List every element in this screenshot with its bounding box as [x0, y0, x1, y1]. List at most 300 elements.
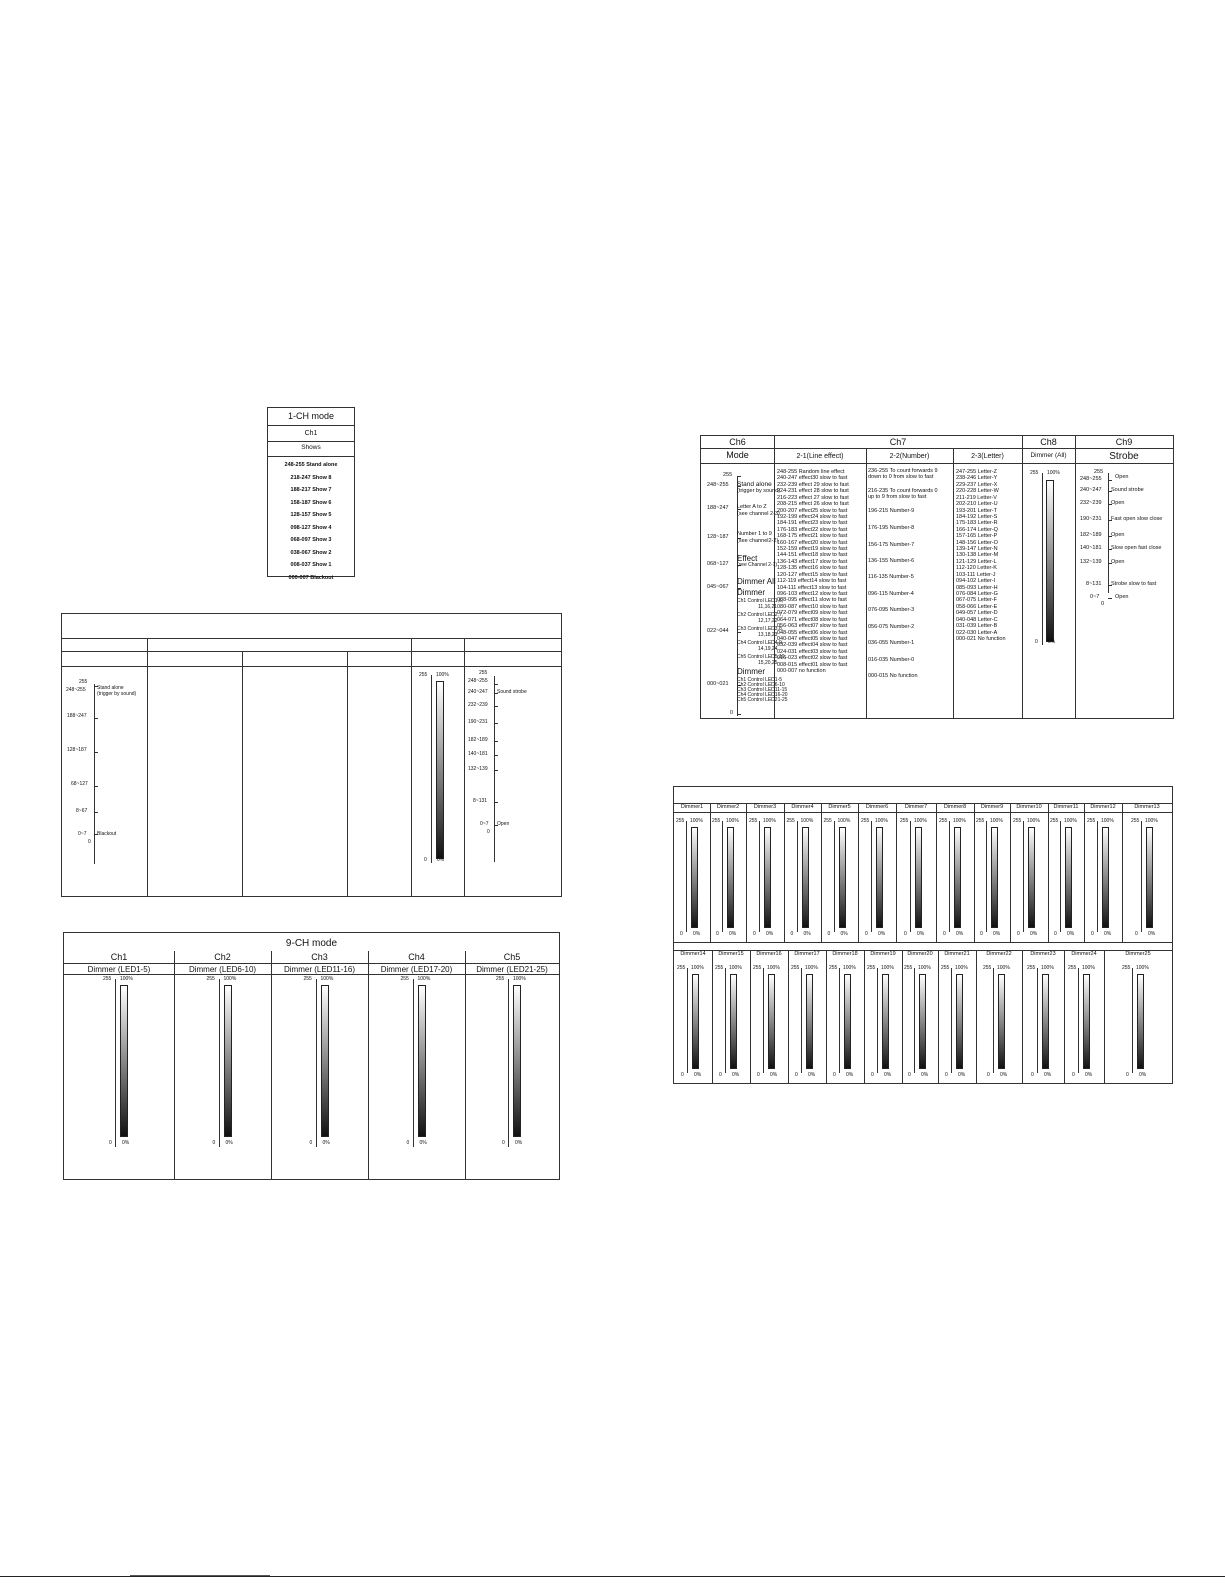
dimmer-bot-pct: 0%: [1148, 931, 1156, 937]
mode-label-number: Number 1 to 9: [737, 531, 772, 537]
number-item: 236-255 To count forwards 9: [868, 468, 938, 474]
dimmer-header: Dimmer20: [907, 951, 933, 957]
dimmer-top-pct: 100%: [729, 965, 742, 971]
dimmer-divider: [1022, 950, 1023, 1083]
dimmer-top-value: 255: [753, 965, 762, 971]
dimmer-bar: [1083, 974, 1090, 1069]
dimmer-top-value: 255: [939, 818, 948, 824]
number-item: 116-135 Number-5: [868, 574, 914, 580]
mode-label-c3b: 13,18,23: [758, 632, 778, 638]
fader-scale: [219, 979, 220, 1147]
mode-label-c4b: 14,19,24: [758, 646, 778, 652]
strobe-label: Open: [1111, 532, 1125, 538]
dimmer-header: Dimmer18: [832, 951, 858, 957]
dimmer-bar: [1137, 974, 1144, 1069]
dimmer-bot-value: 0: [719, 1072, 722, 1078]
fader-top-value: 255: [303, 976, 312, 982]
dimmer-top-pct: 100%: [875, 818, 888, 824]
fader-bot-pct: 0%: [225, 1140, 233, 1146]
number-item: up to 9 from slow to fast: [868, 494, 927, 500]
fader-bot-pct: 0%: [419, 1140, 427, 1146]
dimmer-bot-value: 0: [1091, 931, 1094, 937]
dimmer-divider: [826, 950, 827, 1083]
dimmer-scale: [1023, 821, 1024, 932]
number-item: 096-115 Number-4: [868, 591, 914, 597]
mode-label-c4: Ch4 Control LED4,9,: [737, 640, 784, 646]
mode-tick: 000~021: [707, 681, 729, 687]
dimmer-top-pct: 100%: [1064, 818, 1077, 824]
dimmer-header: Dimmer22: [986, 951, 1012, 957]
dimmer-top-value: 255: [983, 965, 992, 971]
dimmer-scale: [759, 821, 760, 932]
number-item: 196-215 Number-9: [868, 508, 915, 514]
dimmer-bot-value: 0: [795, 1072, 798, 1078]
dimmer-top-value: 255: [715, 965, 724, 971]
dimmer-bot-pct: 0%: [766, 931, 774, 937]
dimmer-divider: [938, 950, 939, 1083]
dimmer-divider: [974, 803, 975, 942]
dimmer-divider: [746, 803, 747, 942]
dimmer-bot-value: 0: [716, 931, 719, 937]
dimmer-bar: [806, 974, 813, 1069]
dimall-bot-pct: 0%: [1048, 639, 1056, 645]
dimmer-bot-value: 0: [1126, 1072, 1129, 1078]
fader-bot-value: 0: [502, 1140, 505, 1146]
fader-bar: [224, 985, 232, 1137]
range-item: 218-247 Show 8: [290, 474, 332, 481]
dimmer-bot-value: 0: [1017, 931, 1020, 937]
mode-label-stand-alone: Stand alone: [97, 685, 124, 691]
strobe-tick-0-7: 0~7: [480, 821, 489, 827]
strobe-tick: 132~139: [1080, 559, 1102, 565]
dimmer-top-value: 255: [861, 818, 870, 824]
strobe-tick: 255: [1094, 469, 1104, 475]
channel-header: Ch5: [503, 952, 521, 962]
dimmer-top-pct: 100%: [1136, 965, 1149, 971]
strobe-label: Sound strobe: [1111, 487, 1144, 493]
dimmer-bot-value: 0: [1135, 931, 1138, 937]
strobe-label: Open: [1111, 559, 1125, 565]
fader-bot-pct: 0%: [122, 1140, 130, 1146]
dimmer-top-pct: 100%: [881, 965, 894, 971]
dimmer-bar: [764, 827, 771, 928]
channel-dimmer-label: Dimmer (LED1-5): [87, 965, 151, 974]
strobe-tick-mark: [1108, 598, 1112, 599]
dimmer-bot-pct: 0%: [1104, 931, 1112, 937]
dimmer-scale: [687, 968, 688, 1073]
dimmer-scale: [914, 968, 915, 1073]
mode-tick: 128~187: [707, 534, 729, 540]
strobe-tick-8: 8~131: [473, 798, 488, 804]
number-item: 000-015 No function: [868, 673, 918, 679]
mode-label-dimall: Dimmer All: [737, 577, 776, 586]
fader-top-pct: 100%: [417, 976, 431, 982]
mode-tick: 045~067: [707, 584, 729, 590]
fader-top-pct: 100%: [320, 976, 334, 982]
dimmer-bot-value: 0: [980, 931, 983, 937]
row-divider: [64, 963, 559, 964]
dimmer-divider: [864, 950, 865, 1083]
strobe-tick-232: 232~239: [468, 702, 488, 708]
mode-label-blackout: Blackout: [97, 831, 117, 837]
dimmer-top-value: 255: [900, 818, 909, 824]
dimmer-top-value: 255: [976, 818, 985, 824]
number-item: 036-055 Number-1: [868, 640, 915, 646]
number-item: 176-195 Number-8: [868, 525, 915, 531]
dimmer-top-pct: 100%: [997, 965, 1010, 971]
dimmer-bar: [730, 974, 737, 1069]
dimmer-bot-value: 0: [943, 931, 946, 937]
mode-tick: 068~127: [707, 561, 729, 567]
channel-dimmer-label: Dimmer (LED11-16): [284, 965, 355, 974]
dimmer-divider: [712, 950, 713, 1083]
dimmer-scale: [1132, 968, 1133, 1073]
mode-label-dimmer2: Dimmer: [737, 667, 765, 676]
mode-tick: 0: [730, 710, 734, 716]
dimall-top: 255: [1030, 470, 1039, 476]
strobe-tick: 140~181: [1080, 545, 1102, 551]
fader-bot-value: 0: [212, 1140, 216, 1146]
strobe-tick: 0: [1101, 601, 1105, 607]
footer-rule: [0, 1576, 1225, 1577]
strobe-tick-182: 182~189: [468, 737, 488, 743]
strobe-label: Open: [1115, 474, 1129, 480]
dimmer-header: Dimmer9: [980, 804, 1004, 810]
dimmer-bar: [727, 827, 734, 928]
mode-tick-128: 128~187: [67, 747, 87, 753]
mode-tick-mark: [737, 714, 741, 715]
mode-label-trig: (trigger by sound): [737, 488, 781, 494]
dimmer-header: Dimmer11: [1053, 804, 1079, 810]
channel-header: Ch1: [110, 952, 128, 962]
dimmer-bot-value: 0: [680, 931, 683, 937]
dimmer-top-pct: 100%: [1101, 818, 1114, 824]
dimmer-divider: [896, 803, 897, 942]
fader-bot-pct: 0%: [515, 1140, 523, 1146]
mode-label-effect: Effect: [737, 554, 758, 563]
dimmer-bot-value: 0: [865, 931, 868, 937]
dimmer-bar: [915, 827, 922, 928]
strobe-tick: 182~189: [1080, 532, 1102, 538]
dimmer-divider: [902, 950, 903, 1083]
dimmer-bot-pct: 0%: [884, 1072, 892, 1078]
channel-header: Ch3: [311, 952, 328, 962]
strobe-label: Open: [1111, 500, 1125, 506]
dimmer-top-pct: 100%: [690, 818, 703, 824]
dimmer-header: Dimmer3: [753, 804, 777, 810]
strobe-tick: 248~255: [1080, 476, 1102, 482]
dimmer-bot-pct: 0%: [729, 931, 737, 937]
fader-scale: [115, 979, 116, 1147]
fader-bot-pct: 0%: [322, 1140, 330, 1146]
dimmer-header: Dimmer13: [1134, 804, 1160, 810]
dimmer-bar: [691, 827, 698, 928]
blank-table-panel: [61, 613, 562, 897]
mode-tick: 188~247: [707, 505, 729, 511]
number-item: down to 0 from slow to fast: [868, 474, 934, 480]
dimmer-header: Dimmer2: [716, 804, 740, 810]
dimmer-bar: [998, 974, 1005, 1069]
ch1-mode-title: 1-CH mode: [287, 411, 334, 421]
dimmer-header: Dimmer16: [756, 951, 782, 957]
fader-scale: [413, 979, 414, 1147]
dimmer-bar: [991, 827, 998, 928]
dimmer-divider: [1064, 950, 1065, 1083]
dimmer-bot-value: 0: [945, 1072, 948, 1078]
dimmer-bot-value: 0: [827, 931, 831, 937]
dimmer-bar: [882, 974, 889, 1069]
range-item: 098-127 Show 4: [290, 524, 332, 531]
dimmer-scale: [725, 968, 726, 1073]
dimmer-bar: [1146, 827, 1153, 928]
fader-scale: [508, 979, 509, 1147]
dimmer-top-pct: 100%: [1027, 818, 1040, 824]
dimmer-header: Dimmer21: [944, 951, 970, 957]
dimmer-bar: [956, 974, 963, 1069]
channel-table-6-9: [700, 435, 1174, 719]
mode-label-d3: Ch3 Control LED11-15: [737, 687, 788, 693]
dimmer-bot-pct: 0%: [693, 931, 701, 937]
range-item: 068-097 Show 3: [290, 537, 332, 543]
fader-scale: [316, 979, 317, 1147]
dimmer-bar: [1065, 827, 1072, 928]
dimmer-bot-value: 0: [904, 931, 907, 937]
dimmer-header: Dimmer17: [794, 951, 820, 957]
dimmer-top-value: 255: [791, 965, 800, 971]
dimmer-bar: [768, 974, 775, 1069]
range-item: 008-037 Show 1: [290, 562, 332, 568]
dimmer-scale: [834, 821, 835, 932]
dimmer-scale: [722, 821, 723, 932]
dimmer-bot-pct: 0%: [846, 1072, 854, 1078]
dimmer-top-value: 255: [1027, 965, 1036, 971]
mode-tick-8: 8~67: [76, 808, 88, 814]
strobe-tick-132: 132~139: [468, 766, 488, 772]
dimmer-divider: [858, 803, 859, 942]
dimmer-scale: [1097, 821, 1098, 932]
dimmer-top-value: 255: [1068, 965, 1077, 971]
dimmer-scale: [1078, 968, 1079, 1073]
mode-label-c5b: 15,20,25: [758, 660, 778, 666]
strobe-tick: 240~247: [1080, 487, 1102, 493]
header-ch7: Ch7: [889, 437, 907, 447]
dimmer-scale: [910, 821, 911, 932]
mode-tick-0-7: 0~7: [78, 831, 87, 837]
mode-tick-188: 188~247: [67, 713, 87, 719]
dimmer-top-pct: 100%: [955, 965, 968, 971]
dimmer-bot-pct: 0%: [1139, 1072, 1147, 1078]
mode-tick-248: 248~255: [66, 687, 86, 693]
dimmer-top-value: 255: [712, 818, 721, 824]
dimmer-scale: [951, 968, 952, 1073]
number-item: 016-035 Number-0: [868, 657, 915, 663]
mode-label-effect_see: (see Channel 2-1): [737, 562, 778, 568]
channel-dimmer-label: Dimmer (LED6-10): [188, 965, 257, 974]
blank-dimmer-bot: 0: [424, 857, 427, 863]
dimmer-header: Dimmer24: [1071, 951, 1097, 957]
dimmer-bot-pct: 0%: [921, 1072, 929, 1078]
dimmer-divider: [1084, 803, 1085, 942]
blank-dimmer-top: 255: [419, 672, 428, 678]
dimmer-header: Dimmer10: [1016, 804, 1042, 810]
dimmer-header: Dimmer1: [680, 804, 704, 810]
dimmer-header: Dimmer25: [1125, 951, 1151, 957]
dimmer-scale: [877, 968, 878, 1073]
fader-top-pct: 100%: [513, 976, 526, 982]
dimmer-divider: [788, 950, 789, 1083]
dimmer-top-pct: 100%: [691, 965, 704, 971]
dimmer-bot-pct: 0%: [956, 931, 964, 937]
mode-tick-mark: [737, 476, 741, 477]
mode-tick: 022~044: [707, 628, 729, 634]
dimmer-bot-pct: 0%: [694, 1072, 702, 1078]
strobe-tick: 190~231: [1080, 516, 1102, 522]
dimmer-scale: [949, 821, 950, 932]
dimmer-top-pct: 100%: [1145, 818, 1158, 824]
fader-bar: [418, 985, 426, 1137]
column-divider: [271, 951, 272, 1179]
dimmer-bot-pct: 0%: [840, 931, 848, 937]
dimmer-top-value: 255: [1013, 818, 1022, 824]
fader-top-value: 255: [496, 976, 505, 982]
mode-label-c2b: 12,17,22: [758, 618, 778, 624]
dimmer-header: Dimmer23: [1030, 951, 1056, 957]
strobe-tick: 8~131: [1086, 581, 1102, 587]
sub-dimmer-all: Dimmer (All): [1030, 452, 1067, 459]
dimmer-top-pct: 100%: [843, 965, 856, 971]
dimmer-bot-pct: 0%: [958, 1072, 966, 1078]
fader-bar: [321, 985, 329, 1137]
dimmer-scale: [1037, 968, 1038, 1073]
mode-tick-mark: [737, 632, 741, 633]
dimmer-bar: [1102, 827, 1109, 928]
fader-top-value: 255: [400, 976, 409, 982]
dimmer-bar: [1028, 827, 1035, 928]
dimmer-bot-pct: 0%: [1000, 1072, 1008, 1078]
strobe-tick-248: 248~255: [468, 678, 488, 684]
blank-dimmer-bot-pct: 0%: [437, 857, 445, 863]
dimmer-bot-pct: 0%: [1044, 1072, 1052, 1078]
dimmer-divider: [750, 950, 751, 1083]
dimmer-divider: [710, 803, 711, 942]
fader-top-value: 255: [103, 976, 112, 982]
dimmer-top-value: 255: [1131, 818, 1140, 824]
dimmer-bot-value: 0: [753, 931, 756, 937]
dimmer-bot-value: 0: [1054, 931, 1057, 937]
dimmer-top-pct: 100%: [837, 818, 851, 824]
dimmer-bot-pct: 0%: [1085, 1072, 1093, 1078]
dimmer-bar: [802, 827, 809, 928]
fader-top-pct: 100%: [120, 976, 133, 982]
header-ch9: Ch9: [1115, 437, 1133, 447]
header-ch6: Ch6: [729, 437, 746, 447]
ch1-mode-channel: Ch1: [304, 430, 318, 437]
dimmer-divider: [821, 803, 822, 942]
ch1-mode-function: Shows: [301, 444, 321, 451]
fader-bot-value: 0: [109, 1140, 112, 1146]
dimmer-bot-value: 0: [1031, 1072, 1034, 1078]
strobe-tick-mark: [1108, 480, 1112, 481]
dimmer-scale: [686, 821, 687, 932]
mode-label-c1b: 11,16,21: [758, 604, 778, 610]
letter-list: 247-255 Letter-Z 238-246 Letter-Y 229-237 Letter-X 220-228 Letter-W 211-219 Letter-V 202-210 Letter-U 193-201 Letter-T 184-192 Letter-S 175-183 Letter-R 166-174 Letter-Q 157-165 Letter-P 148-156 Letter-O 139-147 Letter-N 130-138 Letter-M 121-129 Letter-L 112-120 Letter-K 103-111 Letter-J 094-102 Letter-I 085-093 Letter-H 076-084 Letter-G 067-075 Letter-F 058-066 Letter-E 049-057 Letter-D 040-048 Letter-C 031-039 Letter-B 022-030 Letter-A 000-021 No function: [956, 469, 1006, 642]
dimmer-bot-value: 0: [871, 1072, 874, 1078]
dimmer-divider: [976, 950, 977, 1083]
strobe-label-sound: Sound strobe: [497, 689, 527, 695]
channel-dimmer-label: Dimmer (LED17-20): [380, 965, 453, 974]
dimmer-top-value: 255: [786, 818, 795, 824]
dimmer-bot-pct: 0%: [1030, 931, 1038, 937]
footer-link-underline: [130, 1575, 270, 1576]
dimmer-header: Dimmer12: [1090, 804, 1116, 810]
number-item: 216-235 To count forwards 0: [868, 488, 938, 494]
dimmer-header: Dimmer5: [828, 804, 851, 810]
mode-label-letter_see: (see channel 2-3): [737, 511, 780, 517]
sub-number: 2-2(Number): [889, 453, 930, 460]
ch9-mode-panel: [63, 932, 560, 1180]
mode-label-stand: Stand alone: [737, 481, 772, 488]
dimall-top-pct: 100%: [1047, 470, 1060, 476]
mode-tick-255: 255: [79, 679, 88, 685]
dimmer-header: Dimmer7: [904, 804, 928, 810]
dimmer-divider: [1010, 803, 1011, 942]
dimmer-header: Dimmer15: [718, 951, 744, 957]
dimmer-divider: [784, 803, 785, 942]
dimmer-top-value: 255: [677, 965, 686, 971]
strobe-label: Strobe slow to fast: [1111, 581, 1157, 587]
strobe-label-open: Open: [497, 821, 510, 827]
range-item: 128-157 Show 5: [290, 512, 332, 518]
dimmer-top-pct: 100%: [726, 818, 739, 824]
dimmer-bot-pct: 0%: [993, 931, 1001, 937]
dimmer-scale: [763, 968, 764, 1073]
mode-tick: 248~255: [707, 482, 729, 488]
strobe-tick-255: 255: [479, 670, 488, 676]
dimmer-top-value: 255: [867, 965, 876, 971]
dimmer-bot-pct: 0%: [808, 1072, 816, 1078]
dimmer-top-value: 255: [904, 965, 913, 971]
number-item: 056-075 Number-2: [868, 624, 915, 630]
dimmer-top-pct: 100%: [953, 818, 966, 824]
range-item: 248-255 Stand alone: [284, 462, 338, 468]
dimmer-header: Dimmer14: [680, 951, 706, 957]
range-item: 038-067 Show 2: [290, 549, 332, 556]
dimmer-bar: [1042, 974, 1049, 1069]
dimmer-bot-pct: 0%: [732, 1072, 740, 1078]
channel-header: Ch4: [408, 952, 425, 962]
dimmer-bot-value: 0: [833, 1072, 836, 1078]
fader-top-pct: 100%: [223, 976, 237, 982]
dimmer-bar: [839, 827, 846, 928]
strobe-tick: 232~239: [1080, 500, 1102, 506]
mode-label-d2: Ch2 Control LED6-10: [737, 682, 785, 688]
mode-label-c2: Ch2 Control LED2,7,: [737, 612, 784, 618]
dimmer-top-value: 255: [1122, 965, 1131, 971]
column-divider: [465, 951, 466, 1179]
strobe-tick-0: 0: [487, 829, 490, 835]
dimmer-bot-pct: 0%: [1067, 931, 1075, 937]
ch9-mode-title: 9-CH mode: [285, 938, 338, 949]
dimmer-top-pct: 100%: [800, 818, 814, 824]
dimmer-scale: [1060, 821, 1061, 932]
dimmer-top-pct: 100%: [990, 818, 1003, 824]
mode-label-d5: Ch5 Control LED21-25: [737, 697, 788, 703]
strobe-tick-140: 140~181: [468, 751, 488, 757]
sub-letter: 2-3(Letter): [971, 453, 1004, 460]
dimmer-top-pct: 100%: [767, 965, 780, 971]
dimmer-bar: [692, 974, 699, 1069]
mode-label-c3: Ch3 Control LED3,8,: [737, 626, 784, 632]
